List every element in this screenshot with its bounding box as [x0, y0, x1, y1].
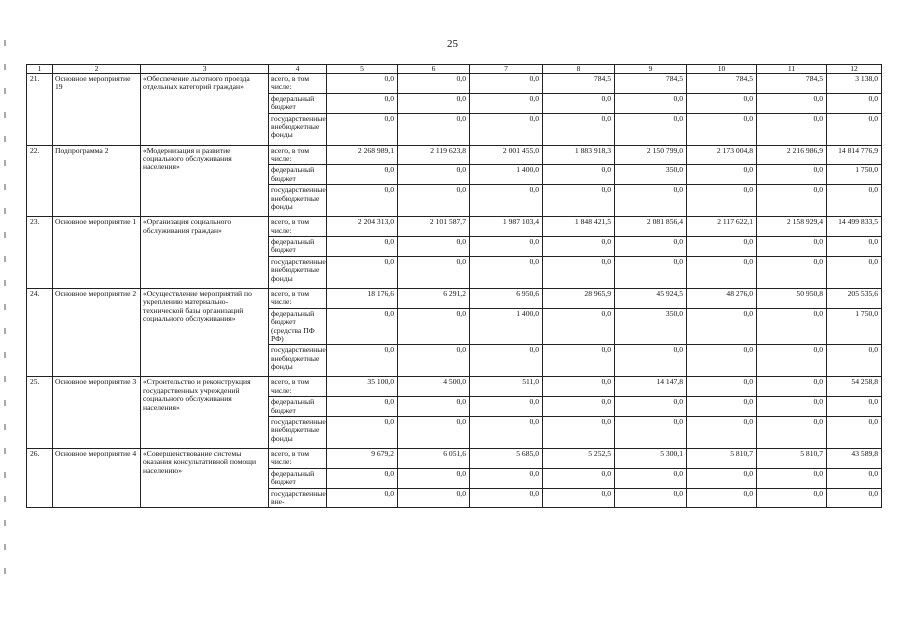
amount-cell: 0,0: [687, 256, 757, 288]
amount-cell: 48 276,0: [687, 288, 757, 308]
amount-cell: 0,0: [470, 488, 543, 508]
amount-cell: 0,0: [543, 488, 615, 508]
amount-cell: 0,0: [398, 416, 470, 448]
amount-cell: 0,0: [757, 397, 827, 417]
amount-cell: 1 750,0: [827, 165, 882, 185]
amount-cell: 0,0: [398, 256, 470, 288]
funding-source: государственные внебюджетные фонды: [269, 256, 327, 288]
amount-cell: 1 883 918,3: [543, 145, 615, 165]
amount-cell: 0,0: [327, 74, 398, 94]
column-number-6: 6: [398, 65, 470, 74]
amount-cell: 0,0: [615, 397, 687, 417]
amount-cell: 0,0: [543, 416, 615, 448]
amount-cell: 5 810,7: [757, 448, 827, 468]
activity-name: Основное мероприятие 1: [53, 217, 141, 289]
amount-cell: 0,0: [687, 397, 757, 417]
amount-cell: 2 001 455,0: [470, 145, 543, 165]
funding-source: федеральный бюджет: [269, 93, 327, 113]
column-number-4: 4: [269, 65, 327, 74]
amount-cell: 0,0: [687, 237, 757, 257]
amount-cell: 2 268 989,1: [327, 145, 398, 165]
amount-cell: 0,0: [757, 345, 827, 377]
column-number-9: 9: [615, 65, 687, 74]
amount-cell: 5 252,5: [543, 448, 615, 468]
amount-cell: 0,0: [543, 468, 615, 488]
amount-cell: 350,0: [615, 165, 687, 185]
column-number-7: 7: [470, 65, 543, 74]
amount-cell: 0,0: [827, 93, 882, 113]
column-number-1: 1: [27, 65, 53, 74]
amount-cell: 0,0: [615, 185, 687, 217]
budget-table: [26, 64, 882, 508]
amount-cell: 0,0: [615, 237, 687, 257]
activity-title: «Организация социального обслуживания граждан»: [141, 217, 269, 289]
amount-cell: 0,0: [398, 185, 470, 217]
amount-cell: 0,0: [827, 416, 882, 448]
funding-source: всего, в том числе:: [269, 377, 327, 397]
amount-cell: 43 589,8: [827, 448, 882, 468]
amount-cell: 0,0: [615, 345, 687, 377]
amount-cell: 0,0: [615, 468, 687, 488]
column-number-5: 5: [327, 65, 398, 74]
amount-cell: 14 147,8: [615, 377, 687, 397]
amount-cell: 0,0: [687, 308, 757, 345]
amount-cell: 5 810,7: [687, 448, 757, 468]
activity-name: Основное мероприятие 4: [53, 448, 141, 507]
activity-name: Подпрограмма 2: [53, 145, 141, 217]
amount-cell: 0,0: [398, 488, 470, 508]
amount-cell: 0,0: [687, 165, 757, 185]
amount-cell: 0,0: [470, 113, 543, 145]
table-row: [27, 74, 882, 94]
activity-title: «Строительство и реконструкция государственных учреждений социального обслуживания населения»: [141, 377, 269, 449]
amount-cell: 6 291,2: [398, 288, 470, 308]
amount-cell: 0,0: [757, 93, 827, 113]
funding-source: федеральный бюджет (средства ПФ РФ): [269, 308, 327, 345]
amount-cell: 0,0: [470, 237, 543, 257]
funding-source: всего, в том числе:: [269, 448, 327, 468]
amount-cell: 1 848 421,5: [543, 217, 615, 237]
amount-cell: 2 216 986,9: [757, 145, 827, 165]
amount-cell: 0,0: [470, 185, 543, 217]
amount-cell: 0,0: [687, 416, 757, 448]
amount-cell: 2 204 313,0: [327, 217, 398, 237]
amount-cell: 0,0: [543, 165, 615, 185]
funding-source: федеральный бюджет: [269, 237, 327, 257]
row-number: 21.: [27, 74, 53, 146]
amount-cell: 2 173 004,8: [687, 145, 757, 165]
amount-cell: 4 500,0: [398, 377, 470, 397]
amount-cell: 0,0: [398, 237, 470, 257]
amount-cell: 0,0: [327, 93, 398, 113]
amount-cell: 0,0: [827, 397, 882, 417]
amount-cell: 54 258,8: [827, 377, 882, 397]
amount-cell: 0,0: [470, 468, 543, 488]
amount-cell: 0,0: [327, 397, 398, 417]
scan-edge-marks: [4, 40, 6, 600]
amount-cell: 0,0: [327, 185, 398, 217]
amount-cell: 0,0: [757, 165, 827, 185]
amount-cell: 2 158 929,4: [757, 217, 827, 237]
amount-cell: 0,0: [327, 256, 398, 288]
amount-cell: 0,0: [327, 488, 398, 508]
amount-cell: 2 081 856,4: [615, 217, 687, 237]
amount-cell: 0,0: [827, 256, 882, 288]
amount-cell: 0,0: [615, 93, 687, 113]
amount-cell: 0,0: [757, 237, 827, 257]
column-number-12: 12: [827, 65, 882, 74]
amount-cell: 2 150 799,0: [615, 145, 687, 165]
amount-cell: 0,0: [543, 256, 615, 288]
amount-cell: 0,0: [398, 468, 470, 488]
activity-name: Основное мероприятие 2: [53, 288, 141, 376]
amount-cell: 0,0: [543, 237, 615, 257]
amount-cell: 784,5: [615, 74, 687, 94]
table-row: [27, 145, 882, 165]
amount-cell: 0,0: [757, 377, 827, 397]
amount-cell: 0,0: [827, 468, 882, 488]
amount-cell: 0,0: [398, 397, 470, 417]
amount-cell: 0,0: [543, 93, 615, 113]
amount-cell: 0,0: [615, 256, 687, 288]
amount-cell: 0,0: [470, 345, 543, 377]
amount-cell: 1 750,0: [827, 308, 882, 345]
amount-cell: 0,0: [398, 165, 470, 185]
amount-cell: 784,5: [543, 74, 615, 94]
amount-cell: 205 535,6: [827, 288, 882, 308]
amount-cell: 1 400,0: [470, 308, 543, 345]
amount-cell: 5 300,1: [615, 448, 687, 468]
amount-cell: 0,0: [470, 397, 543, 417]
amount-cell: 0,0: [327, 345, 398, 377]
column-number-11: 11: [757, 65, 827, 74]
table-row: [27, 217, 882, 237]
amount-cell: 0,0: [470, 256, 543, 288]
amount-cell: 0,0: [543, 308, 615, 345]
amount-cell: 0,0: [687, 185, 757, 217]
column-number-10: 10: [687, 65, 757, 74]
amount-cell: 14 814 776,9: [827, 145, 882, 165]
amount-cell: 35 100,0: [327, 377, 398, 397]
amount-cell: 0,0: [398, 345, 470, 377]
amount-cell: 0,0: [615, 416, 687, 448]
row-number: 23.: [27, 217, 53, 289]
amount-cell: 0,0: [327, 468, 398, 488]
amount-cell: 0,0: [398, 74, 470, 94]
amount-cell: 5 685,0: [470, 448, 543, 468]
row-number: 25.: [27, 377, 53, 449]
amount-cell: 784,5: [757, 74, 827, 94]
funding-source: всего, в том числе:: [269, 288, 327, 308]
amount-cell: 6 950,6: [470, 288, 543, 308]
amount-cell: 350,0: [615, 308, 687, 345]
funding-source: всего, в том числе:: [269, 217, 327, 237]
amount-cell: 0,0: [543, 345, 615, 377]
amount-cell: 0,0: [470, 416, 543, 448]
amount-cell: 2 101 587,7: [398, 217, 470, 237]
activity-title: «Осуществление мероприятий по укреплению материально-технической базы организаций социального обслуживания»: [141, 288, 269, 376]
funding-source: федеральный бюджет: [269, 165, 327, 185]
amount-cell: 0,0: [827, 185, 882, 217]
amount-cell: 0,0: [327, 165, 398, 185]
funding-source: государственные вне-: [269, 488, 327, 508]
amount-cell: 2 119 623,8: [398, 145, 470, 165]
amount-cell: 0,0: [398, 308, 470, 345]
amount-cell: 1 400,0: [470, 165, 543, 185]
activity-name: Основное мероприятие 19: [53, 74, 141, 146]
activity-name: Основное мероприятие 3: [53, 377, 141, 449]
amount-cell: 0,0: [327, 113, 398, 145]
amount-cell: 3 138,0: [827, 74, 882, 94]
amount-cell: 18 176,6: [327, 288, 398, 308]
amount-cell: 0,0: [398, 93, 470, 113]
activity-title: «Совершенствование системы оказания консультативной помощи населению»: [141, 448, 269, 507]
amount-cell: 45 924,5: [615, 288, 687, 308]
funding-source: федеральный бюджет: [269, 397, 327, 417]
amount-cell: 0,0: [827, 237, 882, 257]
funding-source: федеральный бюджет: [269, 468, 327, 488]
amount-cell: 1 987 103,4: [470, 217, 543, 237]
column-number-2: 2: [53, 65, 141, 74]
amount-cell: 0,0: [470, 74, 543, 94]
amount-cell: 0,0: [687, 377, 757, 397]
amount-cell: 0,0: [543, 185, 615, 217]
amount-cell: 0,0: [327, 237, 398, 257]
column-number-8: 8: [543, 65, 615, 74]
activity-title: «Обеспечение льготного проезда отдельных категорий граждан»: [141, 74, 269, 146]
column-number-3: 3: [141, 65, 269, 74]
amount-cell: 0,0: [687, 93, 757, 113]
amount-cell: 9 679,2: [327, 448, 398, 468]
amount-cell: 0,0: [757, 185, 827, 217]
row-number: 24.: [27, 288, 53, 376]
amount-cell: 0,0: [470, 93, 543, 113]
amount-cell: 0,0: [687, 113, 757, 145]
funding-source: всего, в том числе:: [269, 145, 327, 165]
funding-source: государственные внебюджетные фонды: [269, 113, 327, 145]
amount-cell: 0,0: [543, 397, 615, 417]
amount-cell: 0,0: [327, 308, 398, 345]
amount-cell: 0,0: [757, 113, 827, 145]
amount-cell: 0,0: [757, 308, 827, 345]
row-number: 22.: [27, 145, 53, 217]
amount-cell: 0,0: [543, 377, 615, 397]
header-row: [27, 65, 882, 74]
amount-cell: 0,0: [827, 113, 882, 145]
funding-source: государственные внебюджетные фонды: [269, 416, 327, 448]
funding-source: государственные внебюджетные фонды: [269, 345, 327, 377]
amount-cell: 784,5: [687, 74, 757, 94]
amount-cell: 0,0: [615, 113, 687, 145]
amount-cell: 0,0: [687, 345, 757, 377]
amount-cell: 0,0: [327, 416, 398, 448]
amount-cell: 0,0: [615, 488, 687, 508]
row-number: 26.: [27, 448, 53, 507]
amount-cell: 0,0: [827, 345, 882, 377]
amount-cell: 28 965,9: [543, 288, 615, 308]
amount-cell: 0,0: [757, 256, 827, 288]
table-row: [27, 377, 882, 397]
amount-cell: 6 051,6: [398, 448, 470, 468]
amount-cell: 0,0: [398, 113, 470, 145]
amount-cell: 511,0: [470, 377, 543, 397]
page-number: 25: [447, 38, 458, 50]
amount-cell: 0,0: [687, 468, 757, 488]
table-row: [27, 448, 882, 468]
amount-cell: 14 499 833,5: [827, 217, 882, 237]
amount-cell: 0,0: [827, 488, 882, 508]
activity-title: «Модернизация и развитие социального обслуживания населения»: [141, 145, 269, 217]
amount-cell: 0,0: [757, 416, 827, 448]
amount-cell: 0,0: [757, 468, 827, 488]
funding-source: всего, в том числе:: [269, 74, 327, 94]
amount-cell: 0,0: [543, 113, 615, 145]
amount-cell: 0,0: [687, 488, 757, 508]
amount-cell: 50 950,8: [757, 288, 827, 308]
amount-cell: 2 117 622,1: [687, 217, 757, 237]
table-row: [27, 288, 882, 308]
funding-source: государственные внебюджетные фонды: [269, 185, 327, 217]
amount-cell: 0,0: [757, 488, 827, 508]
